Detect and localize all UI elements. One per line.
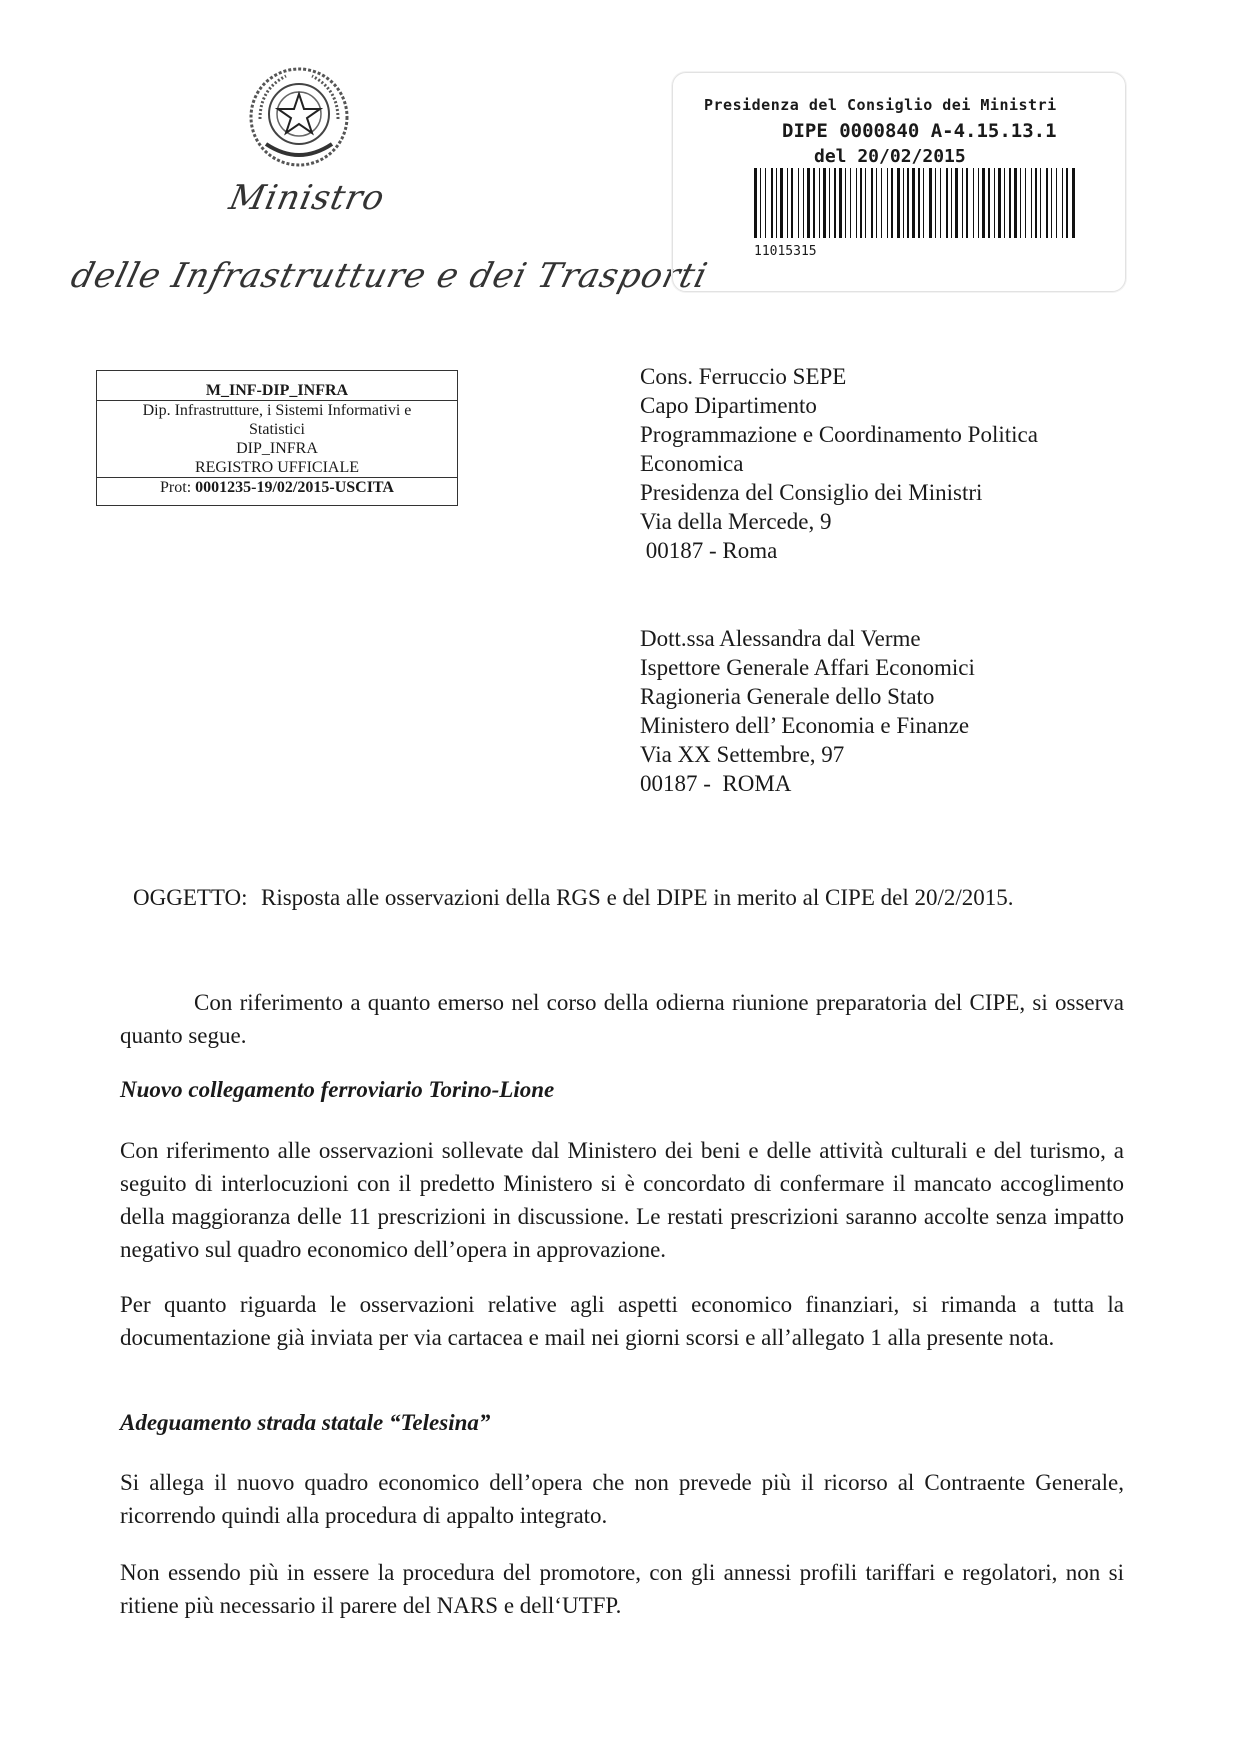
registry-department-cont: Statistici	[249, 421, 305, 438]
recipient-block-2	[640, 624, 975, 798]
registry-box	[96, 370, 458, 506]
recipient-line: Via XX Settembre, 97	[640, 742, 845, 767]
recipient-line: Dott.ssa Alessandra dal Verme	[640, 626, 921, 651]
recipient-line: Economica	[640, 451, 744, 476]
recipient-line: 00187 - ROMA	[640, 771, 792, 796]
body-paragraph: Per quanto riguarda le osservazioni relative agli aspetti economico finanziari, si rimanda a tutta la documentazione già inviata per via cartacea e mail nei giorni scorsi e all’allegato 1 alla presente nota.	[120, 1292, 1124, 1350]
section-heading: Adeguamento strada statale “Telesina”	[120, 1410, 491, 1435]
registry-code: M_INF-DIP_INFRA	[97, 371, 457, 401]
barcode-icon	[754, 168, 1076, 238]
subject-line	[133, 885, 1014, 911]
italian-republic-emblem-icon	[246, 64, 352, 170]
section-heading: Nuovo collegamento ferroviario Torino-Lione	[120, 1077, 555, 1102]
body-paragraph: Non essendo più in essere la procedura del promotore, con gli annessi profili tariffari e regolatori, non si ritiene più necessario il parere del NARS e dell‘UTFP.	[120, 1560, 1124, 1618]
recipient-line: Programmazione e Coordinamento Politica	[640, 422, 1038, 447]
minister-title: Ministro	[225, 178, 389, 218]
body-paragraph: Si allega il nuovo quadro economico dell’opera che non prevede più il ricorso al Contraente Generale, ricorrendo quindi alla procedura di appalto integrato.	[120, 1470, 1124, 1528]
recipient-line: 00187 - Roma	[640, 538, 778, 563]
recipient-line: Presidenza del Consiglio dei Ministri	[640, 480, 983, 505]
registry-department: Dip. Infrastrutture, i Sistemi Informativi e	[142, 402, 412, 419]
stamp-protocol-number: DIPE 0000840 A-4.15.13.1	[782, 120, 1057, 142]
recipient-line: Ministero dell’ Economia e Finanze	[640, 713, 970, 738]
recipient-line: Ispettore Generale Affari Economici	[640, 655, 975, 680]
recipient-line: Capo Dipartimento	[640, 393, 817, 418]
barcode-number: 11015315	[754, 244, 817, 259]
registry-office: DIP_INFRA	[236, 440, 318, 457]
registry-label: REGISTRO UFFICIALE	[194, 459, 359, 476]
intro-paragraph: Con riferimento a quanto emerso nel corso della odierna riunione preparatoria del CIPE, si osserva quanto segue.	[120, 990, 1124, 1048]
recipient-line: Via della Mercede, 9	[640, 509, 832, 534]
recipient-line: Cons. Ferruccio SEPE	[640, 364, 847, 389]
subject-label: OGGETTO:	[133, 885, 248, 910]
recipient-block-1	[640, 362, 1038, 565]
body-paragraph: Con riferimento alle osservazioni sollevate dal Ministero dei beni e delle attività culturali e del turismo, a seguito di interlocuzioni con il predetto Ministero si è concordato di confermare il mancato accoglimento della maggioranza delle 11 prescrizioni in discussione. Le restati prescrizioni saranno accolte senza impatto negativo sul quadro economico dell’opera in approvazione.	[120, 1138, 1124, 1262]
registry-protocol: Prot: 0001235-19/02/2015-USCITA	[97, 477, 457, 497]
stamp-office: Presidenza del Consiglio dei Ministri	[704, 96, 1057, 114]
stamp-date: del 20/02/2015	[814, 146, 966, 167]
recipient-line: Ragioneria Generale dello Stato	[640, 684, 935, 709]
ministry-name: delle Infrastrutture e dei Trasporti	[67, 256, 712, 296]
subject-text: Risposta alle osservazioni della RGS e del DIPE in merito al CIPE del 20/2/2015.	[261, 885, 1014, 910]
